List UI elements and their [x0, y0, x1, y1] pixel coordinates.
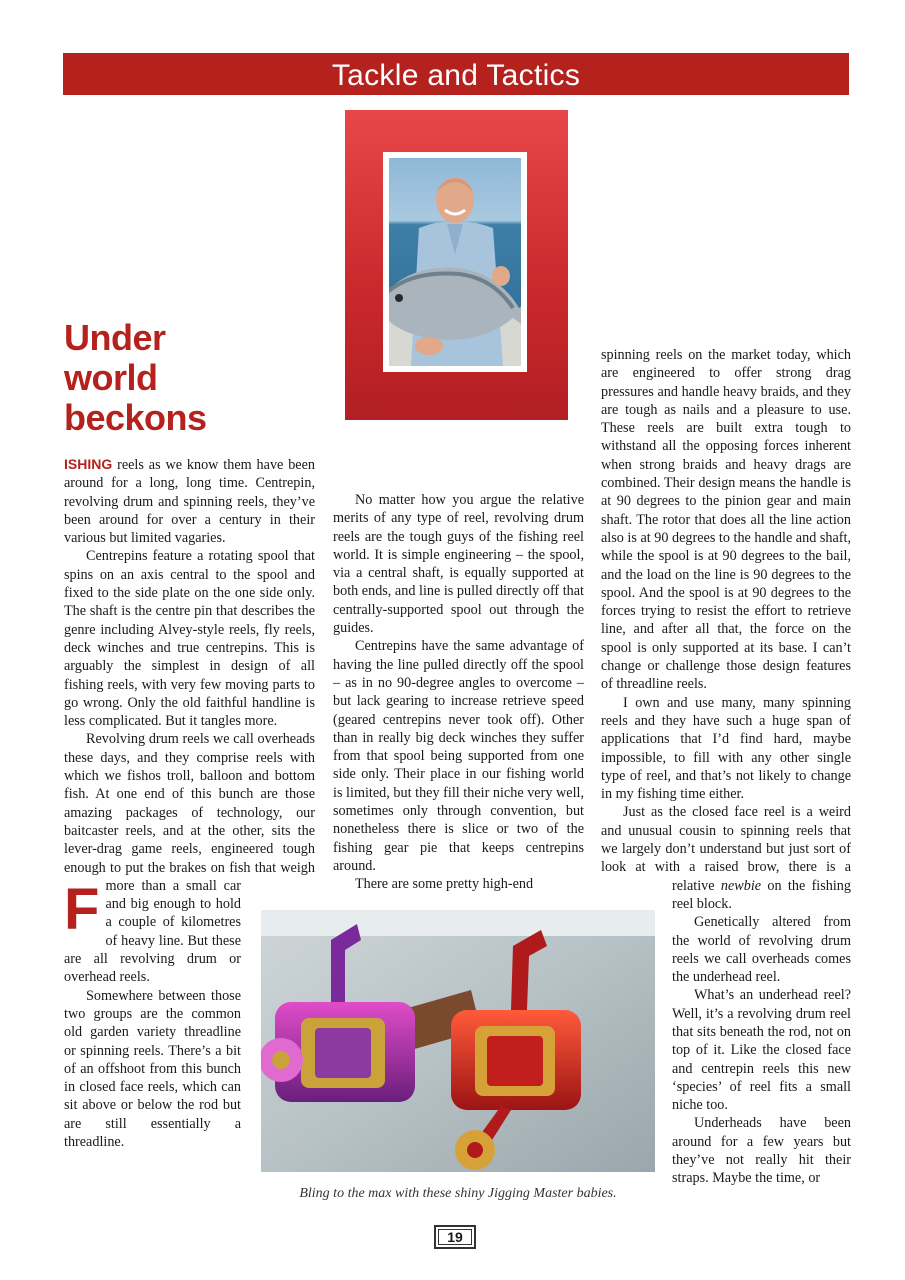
paragraph: Revolving drum reels we call overheads these days, and they comprise reels with which we fishos troll, balloon and bottom fish. At one end of this bunch are those amazing packages of technology, our baitcaster reels, and at the other, sits the lever-drag game reels, engineered tough enough to put the brakes on fish that weigh more than a small car and big enough to hold a couple of kilometres of heavy line. But these are all revolving drum or overhead reels.: [64, 731, 315, 986]
headline-line-3: beckons: [64, 397, 207, 438]
paragraph: Genetically altered from the world of revolving drum reels we call overheads comes the underhead reel.: [672, 914, 851, 986]
paragraph: Underheads have been around for a few years but they’ve not really hit their straps. Maybe the time, or: [672, 1115, 851, 1187]
angler-with-trevally-photo: [389, 158, 521, 366]
paragraph: There are some pretty high-end: [355, 876, 534, 893]
text-run: Just as the closed face reel is a weird and unusual cousin to spinning reels that we largely don’t understand but just sort of look at with a raised brow, there is a relative: [601, 804, 851, 894]
article-column-2: [333, 491, 584, 894]
paragraph: Centrepins have the same advantage of having the line pulled directly off the spool – as in no 90-degree angles to overcome – but lack gearing to increase retrieve speed (geared centrepins never took off). Other than in really big deck winches they suffer from that spool being supported from one side only. Their place in our fishing world is limited, but they fill their niche very well, sometimes only through convention, but nonetheless there is slice or two of the fishing gear pie that keeps centrepins around.: [333, 638, 584, 874]
article-headline: [64, 318, 314, 438]
lead-in-caps: ISHING: [64, 456, 113, 472]
photo-caption: Bling to the max with these shiny Jigging Master babies.: [299, 1186, 617, 1201]
photo-white-border: [383, 152, 527, 372]
jigging-reels-photo: [261, 910, 655, 1172]
intro-text: reels as we know them have been around for a long, long time. Centrepin, revolving drum and spinning reels, they’ve been around for over a century in their various but limited vagaries.: [64, 457, 315, 547]
author-photo-frame: [345, 110, 568, 420]
paragraph: I own and use many, many spinning reels and they have such a huge span of applications that I’d find hard, maybe impossible, to fill with any other single type of reel, and that’s not likely to change in my fishing time either.: [601, 694, 851, 803]
drop-cap: F: [64, 877, 100, 942]
section-banner: Tackle and Tactics: [63, 53, 849, 95]
paragraph: No matter how you argue the relative merits of any type of reel, revolving drum reels are the tough guys of the fishing reel world. It is simple engineering – the spool, via a central shaft, is equally supported at both ends, and line is pulled directly off that centrally-supported spool out through the guides.: [333, 492, 584, 637]
headline-line-1: Under: [64, 317, 166, 358]
emphasis: newbie: [720, 877, 762, 894]
text-run: on the fishing reel block.: [672, 877, 851, 912]
headline-line-2: world: [64, 357, 158, 398]
page-number: 19: [434, 1225, 476, 1249]
paragraph: spinning reels on the market today, which are engineered to offer strong drag pressures and handle heavy braids, and they are tough as nails and a pleasure to use. These reels are built extra tough to withstand all the opposing forces inherent when strong braids and heavy drags are combined. Their design means the handle is at 90 degrees to the pinion gear and main shaft. The rotor that does all the line action also is at 90 degrees to the handle and shaft, while the spool is at 90 degrees to the bail, and the load on the line is 90 degrees to the spool. And the spool is at 90 degrees to the forces trying to resist the effort to retrieve line, and after all that, the force on the spool is only supported at its base. I can’t change or challenge those design features of threadline reels.: [601, 347, 851, 693]
paragraph: Somewhere between those two groups are the common old garden variety threadline or spinning reels. There’s a bit of an offshoot from this bunch in closed face reels, which can sit above or below the rod but are still essentially a threadline.: [64, 987, 241, 1150]
paragraph: Centrepins feature a rotating spool that spins on an axis central to the spool and fixed to the side plate on the one side only. The shaft is the centre pin that describes the genre including Alvey-style reels, fly reels, deck winches and true centrepins. This is arguably the simplest in design of all fishing reels, with very few moving parts to go wrong. Only the old faithful handline is less complicated. But it tangles more.: [64, 548, 315, 730]
paragraph: What’s an underhead reel? Well, it’s a revolving drum reel that sits beneath the rod, not on top of it. Like the closed face and centrepin reels this new ‘species’ of reel fits a small niche too.: [672, 987, 851, 1114]
